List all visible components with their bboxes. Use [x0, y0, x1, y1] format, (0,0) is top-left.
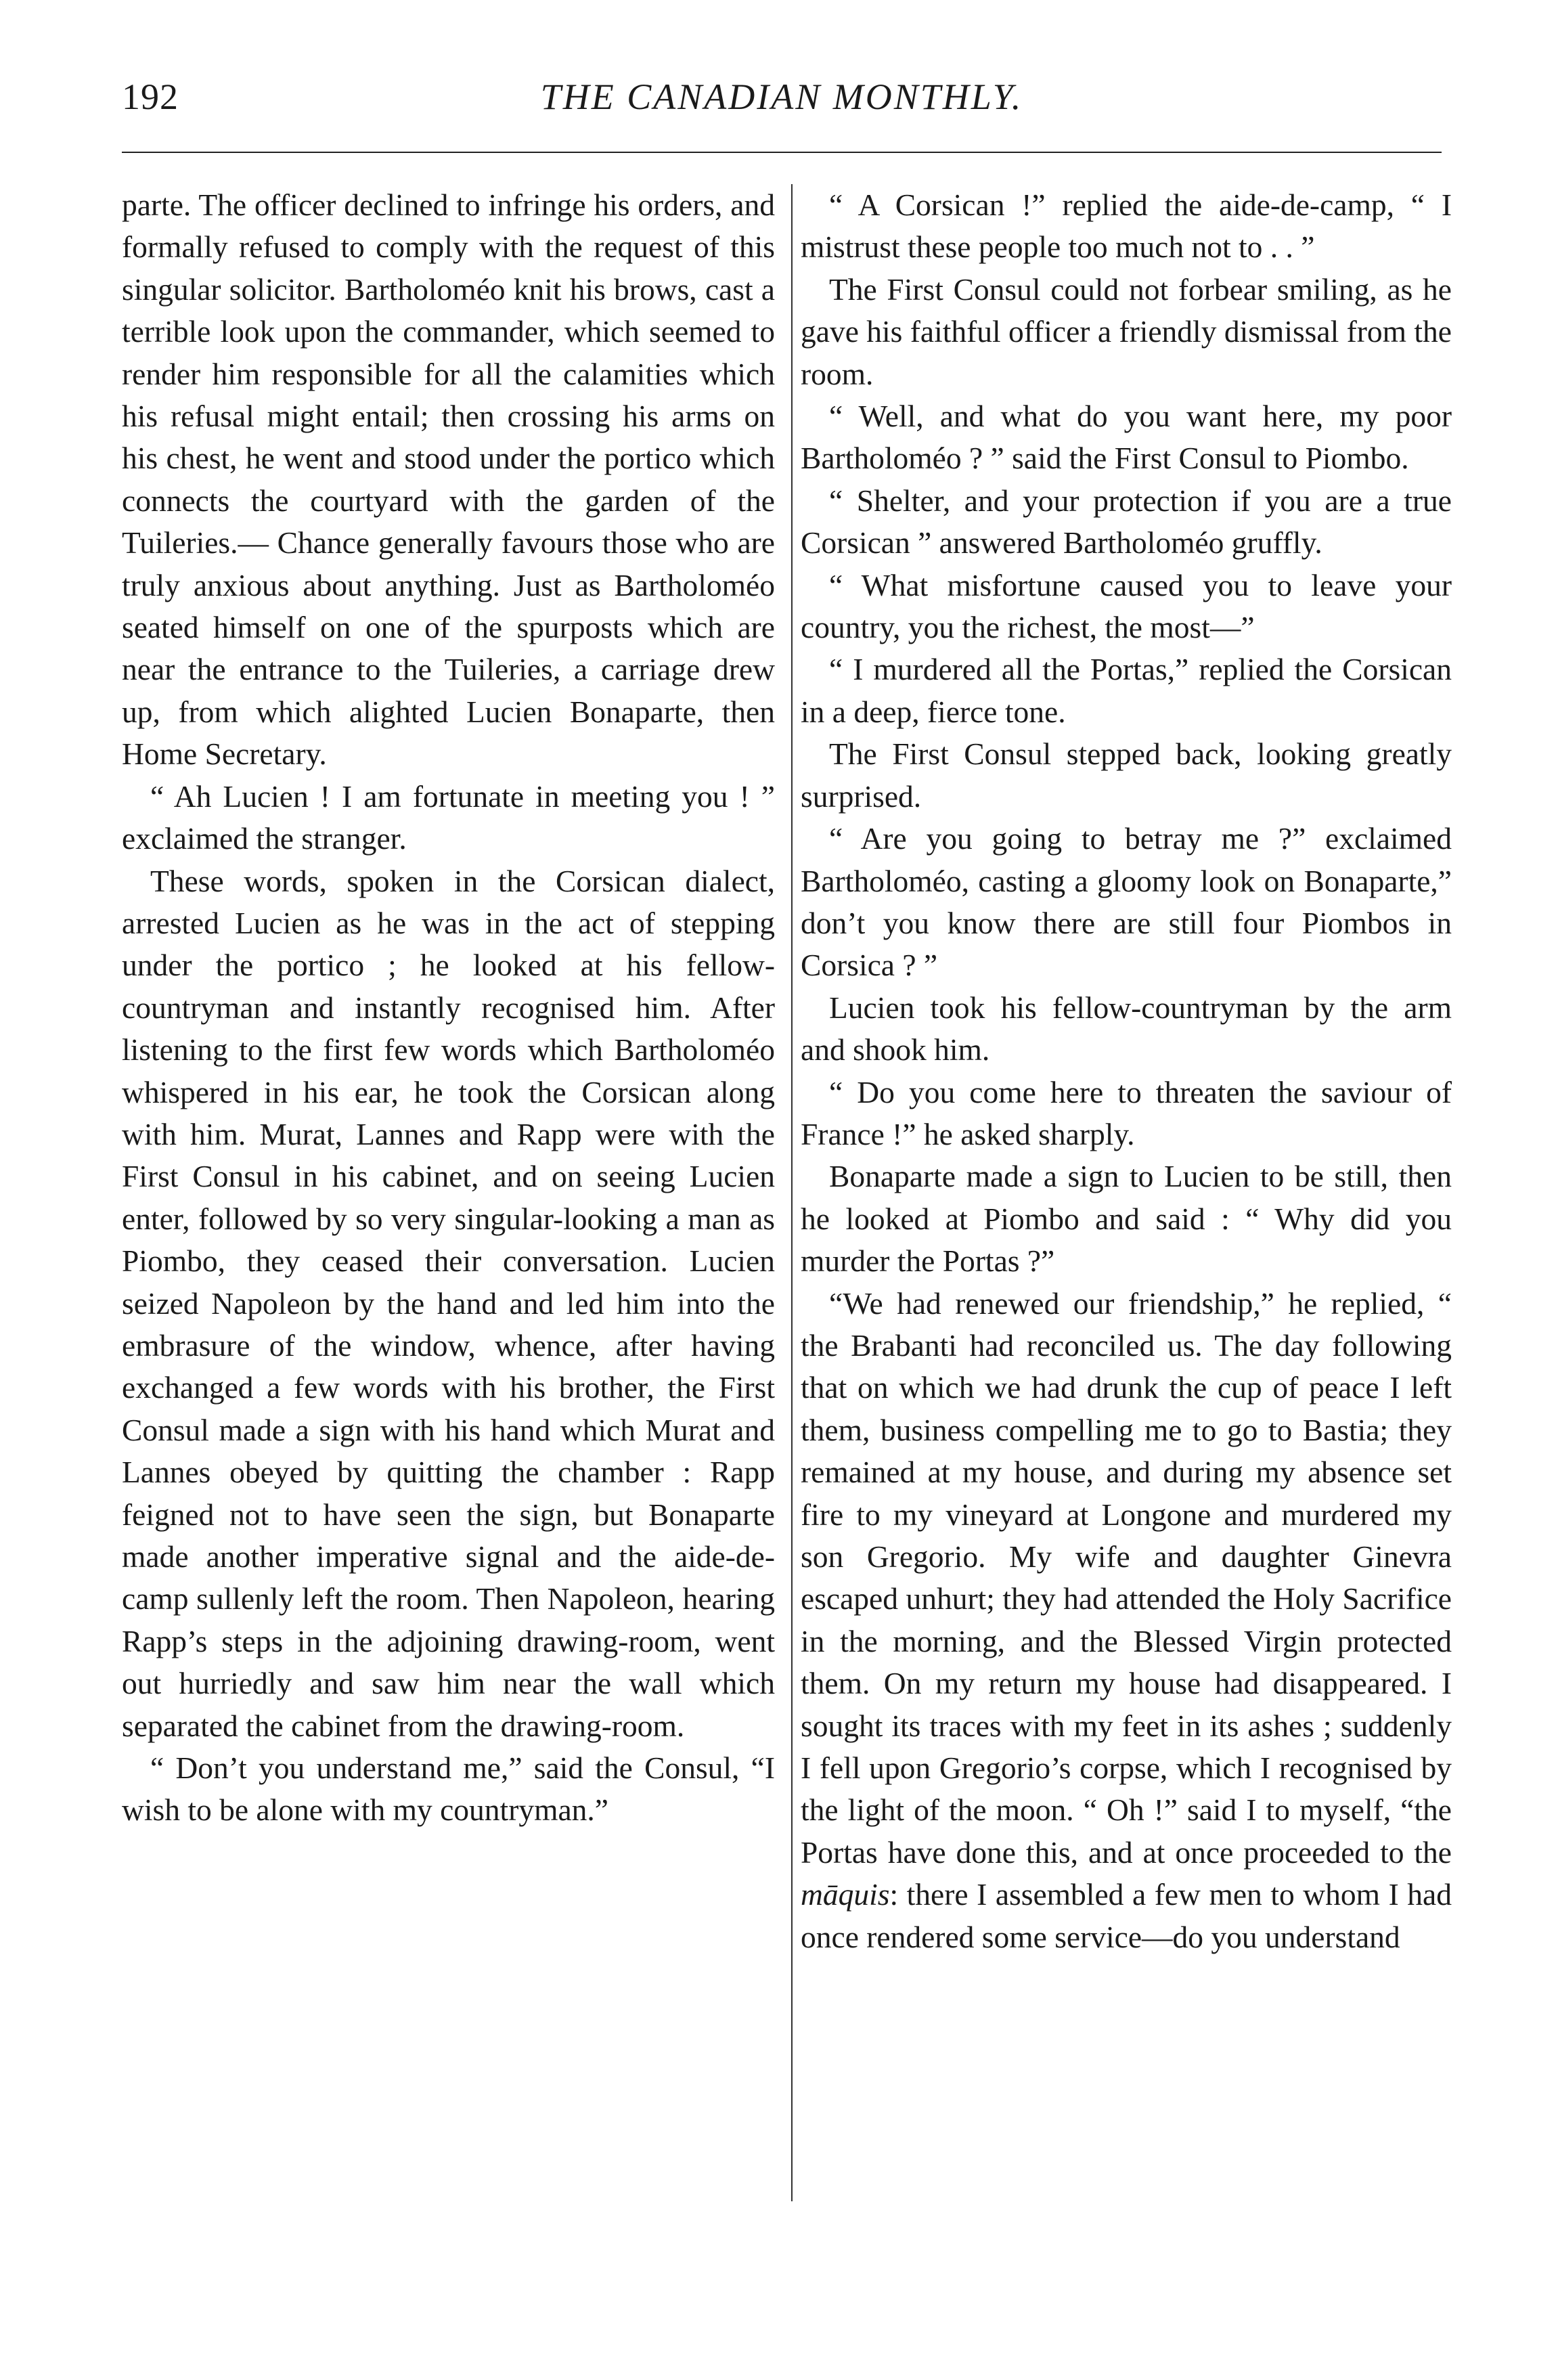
paragraph: “ Don’t you understand me,” said the Consul, “I wish to be alone with my countryman.” — [122, 1750, 775, 1828]
right-column — [801, 184, 1452, 1958]
paragraph: “ I murdered all the Portas,” replied the Corsican in a deep, fierce tone. — [801, 652, 1452, 729]
paragraph: “ Shelter, and your protection if you are a true Corsican ” answered Bartholoméo gruffly. — [801, 483, 1452, 560]
paragraph: parte. The officer declined to infringe his orders, and formally refused to comply with the request of this singular solicitor. Bartholoméo knit his brows, cast a terrible look upon the commander, which seemed to render him responsible for all the calamities which his refusal might entail; then crossing his arms on his chest, he went and stood under the portico which connects the courtyard with the garden of the Tuileries.— Chance generally favours those who are truly anxious about anything. Just as Bartholoméo seated himself on one of the spurposts which are near the entrance to the Tuileries, a carriage drew up, from which alighted Lucien Bonaparte, then Home Secretary. — [122, 188, 775, 772]
italic-term: māquis — [801, 1877, 890, 1912]
left-column — [122, 184, 775, 1832]
page-number: 192 — [122, 76, 179, 117]
paragraph: Bonaparte made a sign to Lucien to be still, then he looked at Piombo and said : “ Why did you murder the Portas ?” — [801, 1159, 1452, 1279]
paragraph: The First Consul could not forbear smiling, as he gave his faithful officer a friendly dismissal from the room. — [801, 271, 1452, 391]
paragraph: The First Consul stepped back, looking greatly surprised. — [801, 736, 1452, 814]
paragraph: “ Are you going to betray me ?” exclaimed Bartholoméo, casting a gloomy look on Bonaparte,” don’t you know there are still four Piombos in Corsica ? ” — [801, 821, 1452, 983]
running-title: THE CANADIAN MONTHLY. — [540, 76, 1023, 117]
paragraph: “ A Corsican !” replied the aide-de-camp, “ I mistrust these people too much not to . . ” — [801, 188, 1452, 265]
header-rule — [122, 152, 1442, 153]
paragraph: Lucien took his fellow-countryman by the arm and shook him. — [801, 990, 1452, 1067]
column-divider — [791, 184, 793, 2201]
paragraph: “ Do you come here to threaten the saviour of France !” he asked sharply. — [801, 1074, 1452, 1151]
paragraph: “ What misfortune caused you to leave your country, you the richest, the most—” — [801, 567, 1452, 645]
paragraph: These words, spoken in the Corsican dialect, arrested Lucien as he was in the act of stepping under the portico ; he looked at his fellow-countryman and instantly recognised him. After listening to the first few words which Bartholoméo whispered in his ear, he took the Corsican along with him. Murat, Lannes and Rapp were with the First Consul in his cabinet, and on seeing Lucien enter, followed by so very singular-looking a man as Piombo, they ceased their conversation. Lucien seized Napoleon by the hand and led him into the embrasure of the window, whence, after having exchanged a few words with his brother, the First Consul made a sign with his hand which Murat and Lannes obeyed by quitting the chamber : Rapp feigned not to have seen the sign, but Bonaparte made another imperative signal and the aide-de-camp sullenly left the room. Then Napoleon, hearing Rapp’s steps in the adjoining drawing-room, went out hurriedly and saw him near the wall which separated the cabinet from the drawing-room. — [122, 863, 775, 1743]
paragraph — [801, 1283, 1452, 1959]
paragraph-text: : there I assembled a few men to whom I had once rendered some service—do you understand — [801, 1877, 1452, 1954]
page-header — [122, 76, 1442, 144]
paragraph: “ Ah Lucien ! I am fortunate in meeting you ! ” exclaimed the stranger. — [122, 778, 775, 856]
paragraph-text: “We had renewed our friendship,” he replied, “ the Brabanti had reconciled us. The day following that on which we had drunk the cup of peace I left them, business compelling me to go to Bastia; they remained at my house, and during my absence set fire to my vineyard at Longone and murdered my son Gregorio. My wife and daughter Ginevra escaped unhurt; they had attended the Holy Sacrifice in the morning, and the Blessed Virgin protected them. On my return my house had disappeared. I sought its traces with my feet in its ashes ; suddenly I fell upon Gregorio’s corpse, which I recognised by the light of the moon. “ Oh !” said I to myself, “the Portas have done this, and at once proceeded to the — [801, 1285, 1452, 1870]
paragraph: “ Well, and what do you want here, my poor Bartholoméo ? ” said the First Consul to Piombo. — [801, 399, 1452, 476]
